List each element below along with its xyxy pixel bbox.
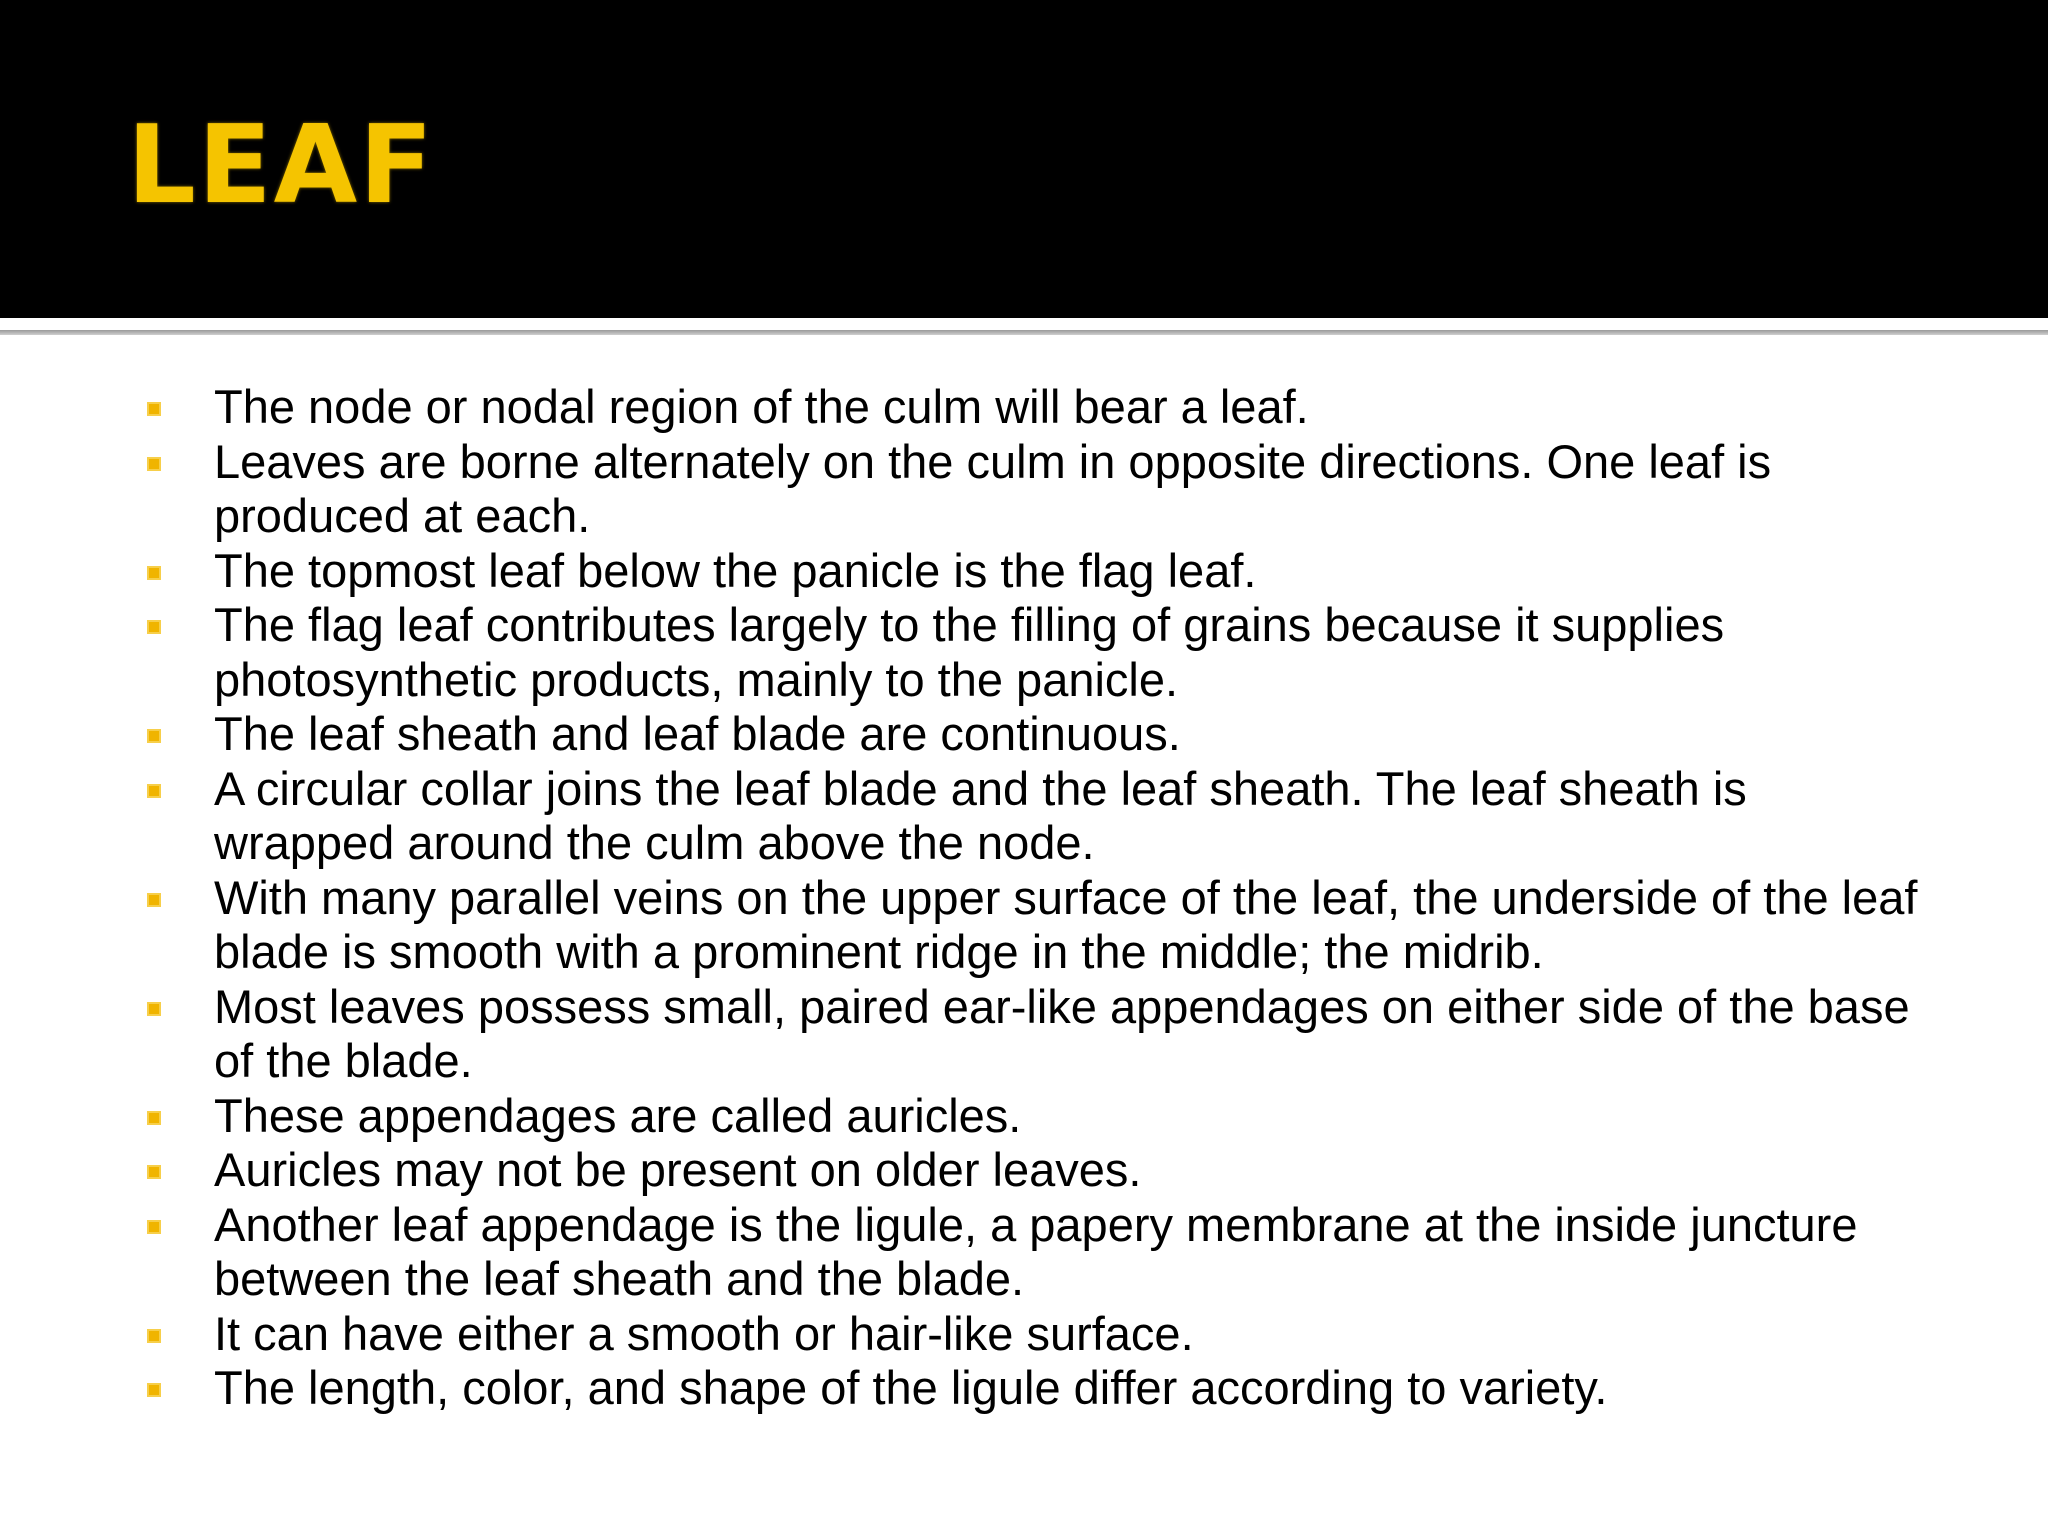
bullet-item (142, 598, 1932, 707)
square-bullet-icon (147, 402, 161, 416)
square-bullet-icon (147, 1383, 161, 1397)
square-bullet-icon (147, 620, 161, 634)
bullet-text: A circular collar joins the leaf blade and the leaf sheath. The leaf sheath is wrapped around the culm above the node. (214, 761, 1747, 869)
bullet-item (142, 1198, 1932, 1307)
bullet-text: The topmost leaf below the panicle is the flag leaf. (214, 543, 1257, 597)
bullet-text: These appendages are called auricles. (214, 1088, 1022, 1142)
square-bullet-icon (147, 893, 161, 907)
square-bullet-icon (147, 729, 161, 743)
bullet-text: Auricles may not be present on older leaves. (214, 1143, 1142, 1196)
square-bullet-icon (147, 784, 161, 798)
bullet-text: With many parallel veins on the upper surface of the leaf, the underside of the leaf blade is smooth with a prominent ridge in the middle; the midrib. (214, 870, 1918, 978)
bullet-item (142, 380, 1932, 435)
square-bullet-icon (147, 1329, 161, 1343)
square-bullet-icon (147, 1111, 161, 1125)
bullet-item (142, 1089, 1932, 1144)
bullet-text: The node or nodal region of the culm will bear a leaf. (214, 380, 1309, 433)
square-bullet-icon (147, 1220, 161, 1234)
bullet-item (142, 435, 1932, 544)
square-bullet-icon (147, 1165, 161, 1179)
bullet-text: It can have either a smooth or hair-like surface. (214, 1306, 1194, 1360)
title-divider-white (0, 318, 2048, 330)
bullet-text: Most leaves possess small, paired ear-like appendages on either side of the base of the blade. (214, 979, 1910, 1087)
bullet-item (142, 544, 1932, 599)
square-bullet-icon (147, 1002, 161, 1016)
bullet-text: The length, color, and shape of the ligule differ according to variety. (214, 1361, 1608, 1414)
bullet-item (142, 980, 1932, 1089)
bullet-item (142, 871, 1932, 980)
bullet-item (142, 1361, 1932, 1416)
bullet-text: Another leaf appendage is the ligule, a papery membrane at the inside juncture between the leaf sheath and the blade. (214, 1197, 1858, 1305)
bullet-item (142, 1307, 1932, 1362)
bullet-text: The flag leaf contributes largely to the filling of grains because it supplies photosynthetic products, mainly to the panicle. (214, 598, 1725, 706)
bullet-text: Leaves are borne alternately on the culm in opposite directions. One leaf is produced at each. (214, 434, 1772, 542)
bullet-item (142, 762, 1932, 871)
bullet-text: The leaf sheath and leaf blade are continuous. (214, 707, 1181, 760)
title-divider-gray (0, 330, 2048, 335)
bullet-list (142, 380, 1932, 1416)
bullet-item (142, 1143, 1932, 1198)
title-band (0, 0, 2048, 318)
slide-title: LEAF (127, 103, 435, 228)
bullet-item (142, 707, 1932, 762)
square-bullet-icon (147, 457, 161, 471)
square-bullet-icon (147, 566, 161, 580)
